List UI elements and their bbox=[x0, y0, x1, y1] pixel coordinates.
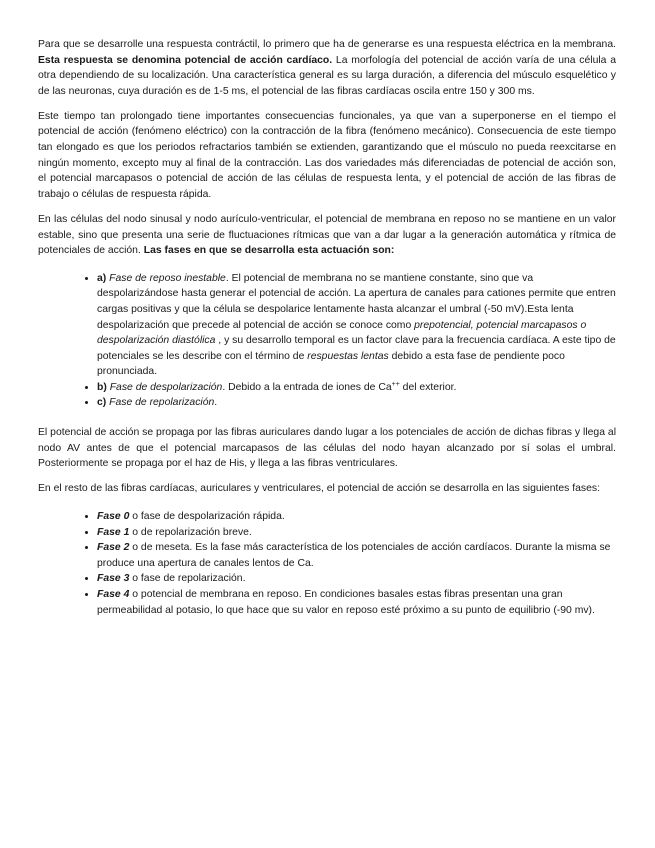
list-item: • a) Fase de reposo inestable. El potencial de membrana no se mantiene constante, sino que va despolarizándose hasta generar el potencial de acción. La apertura de canales para cationes permite que entren cargas positivas y que la célula se despolarice lentamente hasta alcanzar el umbral (-50 mV).Esta lenta despolarización que precede al potencial de acción se conoce como prepotencial, potencial marcapasos o despolarización diastólica , y su desarrollo temporal es un factor clave para la frecuencia cardíaca. A este tipo de potenciales se les describe con el término de respuestas lentas debido a esta fase de pendiente poco pronunciada. bbox=[97, 271, 616, 380]
list-item: • Fase 2 o de meseta. Es la fase más característica de los potenciales de acción cardíacos. Durante la misma se produce una apertura de canales lentos de Ca. bbox=[97, 540, 616, 571]
list-item: • Fase 3 o fase de repolarización. bbox=[97, 571, 616, 587]
paragraph-propagation: El potencial de acción se propaga por las fibras auriculares dando lugar a los potenciales de acción de dichas fibras y llega al nodo AV antes de que el potencial marcapasos de las células del nodo hayan alcanzado por sí solas el umbral. Posteriormente se propaga por el haz de His, y llega a las fibras ventriculares. bbox=[38, 427, 616, 470]
list-item: • b) Fase de despolarización. Debido a la entrada de iones de Ca++ del exterior. bbox=[97, 380, 616, 396]
list-item: • Fase 4 o potencial de membrana en reposo. En condiciones basales estas fibras presentan una gran permeabilidad al potasio, lo que hace que su valor en reposo esté próximo a su punto de equilibrio (-90 mv). bbox=[97, 587, 616, 618]
fast-response-phases-list bbox=[38, 509, 616, 618]
bold-definition: Esta respuesta se denomina potencial de acción cardíaco. bbox=[38, 54, 333, 66]
list-item: • Fase 1 o de repolarización breve. bbox=[97, 525, 616, 541]
list-item: • c) Fase de repolarización. bbox=[97, 395, 616, 411]
paragraph-consequences: Este tiempo tan prolongado tiene importantes consecuencias funcionales, ya que van a superponerse en el tiempo el potencial de acción (fenómeno eléctrico) con la contracción de la fibra (fenómeno mecánico). Consecuencia de este tiempo tan elongado es que los periodos refractarios también se extienden, garantizando que el músculo no pueda reexcitarse en ningún momento, excepto muy al final de la contracción. Las dos variedades más diferenciadas de potencial de acción son, el potencial marcapasos o potencial de acción de las células de respuesta lenta, y el potencial de acción de las fibras de trabajo o células de respuesta rápida. bbox=[38, 110, 616, 200]
document-page bbox=[38, 37, 616, 633]
slow-response-phases-list bbox=[38, 271, 616, 411]
list-item: • Fase 0 o fase de despolarización rápida. bbox=[97, 509, 616, 525]
bold-phases-heading: Las fases en que se desarrolla esta actuación son: bbox=[143, 245, 395, 257]
paragraph-nodal-cells: En las células del nodo sinusal y nodo aurículo-ventricular, el potencial de membrana en reposo no se mantiene en un valor estable, sino que presenta una serie de fluctuaciones rítmicas que van a dar lugar a la generación automática y rítmica de potenciales de acción. Las fases en que se desarrolla esta actuación son: bbox=[38, 213, 616, 257]
paragraph-fast-response-intro: En el resto de las fibras cardíacas, auriculares y ventriculares, el potencial de acción se desarrolla en las siguientes fases: bbox=[38, 483, 600, 495]
paragraph-intro: Para que se desarrolle una respuesta contráctil, lo primero que ha de generarse es una respuesta eléctrica en la membrana. Esta respuesta se denomina potencial de acción cardíaco. La morfología del potencial de acción varía de una célula a otra dependiendo de su localización. Una característica general es su larga duración, a diferencia del músculo esquelético y de las neuronas, cuya duración es de 1-5 ms, el potencial de las fibras cardíacas oscila entre 150 y 300 ms. bbox=[38, 39, 616, 97]
